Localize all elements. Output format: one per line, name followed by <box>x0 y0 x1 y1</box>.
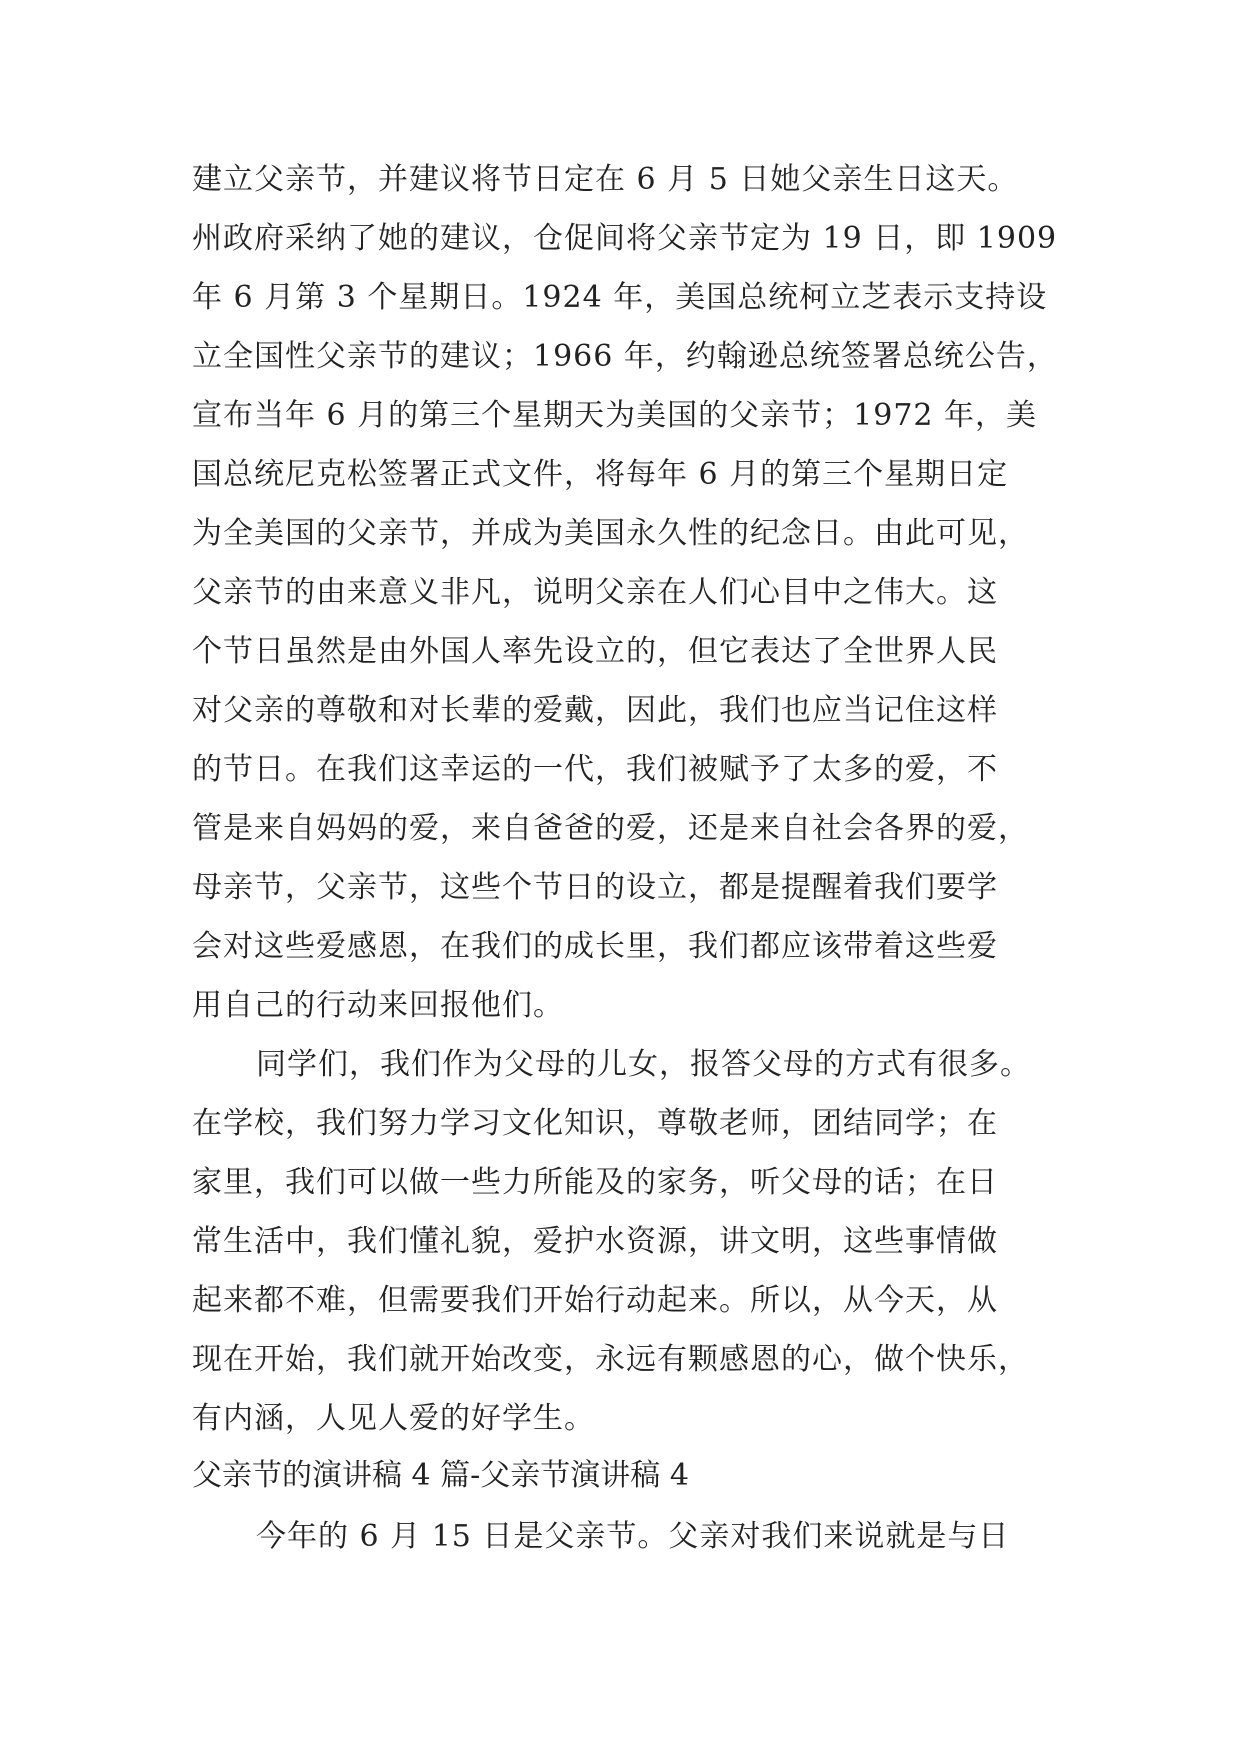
section-heading: 父亲节的演讲稿 4 篇-父亲节演讲稿 4 <box>192 1458 689 1493</box>
paragraph-line: 对父亲的尊敬和对长辈的爱戴，因此，我们也应当记住这样 <box>192 693 998 728</box>
paragraph-line: 年 6 月第 3 个星期日。1924 年，美国总统柯立芝表示支持设 <box>192 280 1048 315</box>
paragraph-line: 常生活中，我们懂礼貌，爱护水资源，讲文明，这些事情做 <box>192 1224 998 1259</box>
paragraph-line: 州政府采纳了她的建议，仓促间将父亲节定为 19 日，即 1909 <box>192 221 1058 256</box>
paragraph-line: 的节日。在我们这幸运的一代，我们被赋予了太多的爱，不 <box>192 752 998 787</box>
paragraph-line: 立全国性父亲节的建议；1966 年，约翰逊总统签署总统公告， <box>192 339 1058 374</box>
paragraph-line: 现在开始，我们就开始改变，永远有颗感恩的心，做个快乐， <box>192 1342 1029 1377</box>
paragraph-line: 有内涵，人见人爱的好学生。 <box>192 1401 595 1436</box>
paragraph-line: 建立父亲节，并建议将节日定在 6 月 5 日她父亲生日这天。 <box>192 162 1019 197</box>
paragraph-line: 国总统尼克松签署正式文件，将每年 6 月的第三个星期日定 <box>192 457 1009 492</box>
paragraph-line: 今年的 6 月 15 日是父亲节。父亲对我们来说就是与日 <box>256 1519 1010 1554</box>
paragraph-line: 宣布当年 6 月的第三个星期天为美国的父亲节；1972 年，美 <box>192 398 1038 433</box>
paragraph-line: 母亲节，父亲节，这些个节日的设立，都是提醒着我们要学 <box>192 870 998 905</box>
paragraph-line: 在学校，我们努力学习文化知识，尊敬老师，团结同学；在 <box>192 1106 998 1141</box>
paragraph-line: 家里，我们可以做一些力所能及的家务，听父母的话；在日 <box>192 1165 998 1200</box>
paragraph-line: 个节日虽然是由外国人率先设立的，但它表达了全世界人民 <box>192 634 998 669</box>
paragraph-line: 用自己的行动来回报他们。 <box>192 988 564 1023</box>
paragraph-line: 同学们，我们作为父母的儿女，报答父母的方式有很多。 <box>256 1047 1031 1082</box>
paragraph-line: 为全美国的父亲节，并成为美国永久性的纪念日。由此可见， <box>192 516 1029 551</box>
paragraph-line: 父亲节的由来意义非凡，说明父亲在人们心目中之伟大。这 <box>192 575 998 610</box>
paragraph-line: 会对这些爱感恩，在我们的成长里，我们都应该带着这些爱 <box>192 929 998 964</box>
paragraph-line: 管是来自妈妈的爱，来自爸爸的爱，还是来自社会各界的爱， <box>192 811 1029 846</box>
paragraph-line: 起来都不难，但需要我们开始行动起来。所以，从今天，从 <box>192 1283 998 1318</box>
